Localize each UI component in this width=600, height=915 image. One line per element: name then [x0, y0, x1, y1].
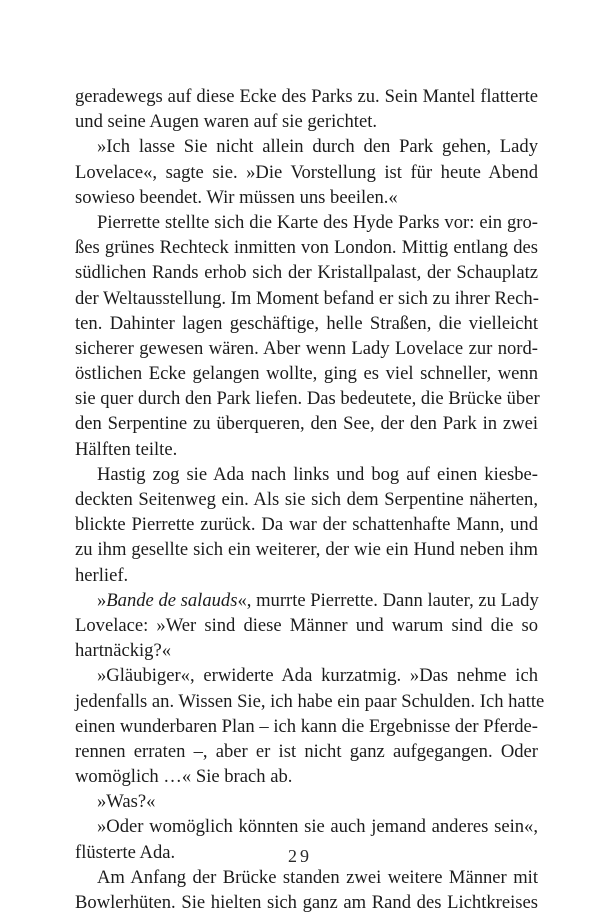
- text-line: zu ihm gesellte sich ein weiterer, der wie ein Hund neben ihm: [75, 539, 538, 561]
- text-line: herlief.: [75, 564, 129, 586]
- text-line: Bowlerhüten. Sie hielten sich ganz am Rand des Lichtkreises: [75, 892, 538, 913]
- text-line: blickte Pierrette zurück. Da war der schattenhafte Mann, und: [75, 514, 538, 536]
- text-line: jedenfalls an. Wissen Sie, ich habe ein paar Schulden. Ich hatte: [75, 690, 545, 712]
- book-page-text: [75, 84, 545, 915]
- text-line: sowieso beendet. Wir müssen uns beeilen.«: [75, 186, 398, 208]
- text-line: der Weltausstellung. Im Moment befand er sich zu ihrer Rech-: [75, 287, 539, 309]
- text-line: ten. Dahinter lagen geschäftige, helle Straßen, die vielleicht: [75, 312, 538, 334]
- text-line: »Was?«: [97, 791, 156, 813]
- text-line: Lovelace«, sagte sie. »Die Vorstellung ist für heute Abend: [75, 161, 538, 183]
- text-line: ßes grünes Rechteck inmitten von London. Mittig entlang des: [75, 237, 538, 259]
- text-line: deckten Seitenweg ein. Als sie sich dem Serpentine näherten,: [75, 489, 538, 510]
- text-line: rennen erraten –, aber er ist nicht ganz aufgegangen. Oder: [75, 740, 538, 762]
- text-line: »Ich lasse Sie nicht allein durch den Park gehen, Lady: [97, 136, 538, 158]
- text-line: »Bande de salauds«, murrte Pierrette. Dann lauter, zu Lady: [97, 589, 539, 611]
- text-line: Pierrette stellte sich die Karte des Hyde Parks vor: ein gro-: [97, 211, 538, 233]
- page-number: 29: [288, 846, 312, 866]
- text-body: [75, 84, 545, 915]
- text-line: »Gläubiger«, erwiderte Ada kurzatmig. »Das nehme ich: [97, 665, 538, 687]
- text-line: geradewegs auf diese Ecke des Parks zu. Sein Mantel flatterte: [75, 86, 538, 107]
- text-line: einen wunderbaren Plan – ich kann die Ergebnisse der Pferde-: [75, 715, 538, 737]
- italic-phrase: Bande de salauds: [106, 589, 238, 611]
- text-line: Lovelace: »Wer sind diese Männer und warum sind die so: [75, 614, 538, 636]
- text-line: den Serpentine zu überqueren, den See, der den Park in zwei: [75, 413, 538, 435]
- text-line: sie quer durch den Park liefen. Das bedeutete, die Brücke über: [75, 388, 540, 410]
- text-line: Hälften teilte.: [75, 438, 178, 460]
- text-line: Am Anfang der Brücke standen zwei weitere Männer mit: [97, 866, 538, 888]
- text-line: hartnäckig?«: [75, 640, 172, 662]
- text-line: womöglich …« Sie brach ab.: [75, 766, 293, 788]
- text-line: südlichen Rands erhob sich der Kristallpalast, der Schauplatz: [75, 262, 538, 284]
- text-line: flüsterte Ada.: [75, 841, 176, 863]
- text-line: sicherer gewesen wären. Aber wenn Lady Lovelace zur nord-: [75, 337, 538, 359]
- text-line: östlichen Ecke gelangen wollte, ging es viel schneller, wenn: [75, 363, 538, 385]
- text-line: und seine Augen waren auf sie gerichtet.: [75, 111, 378, 133]
- text-line: »Oder womöglich könnten sie auch jemand anderes sein«,: [97, 816, 538, 838]
- text-line: Hastig zog sie Ada nach links und bog auf einen kiesbe-: [97, 463, 538, 485]
